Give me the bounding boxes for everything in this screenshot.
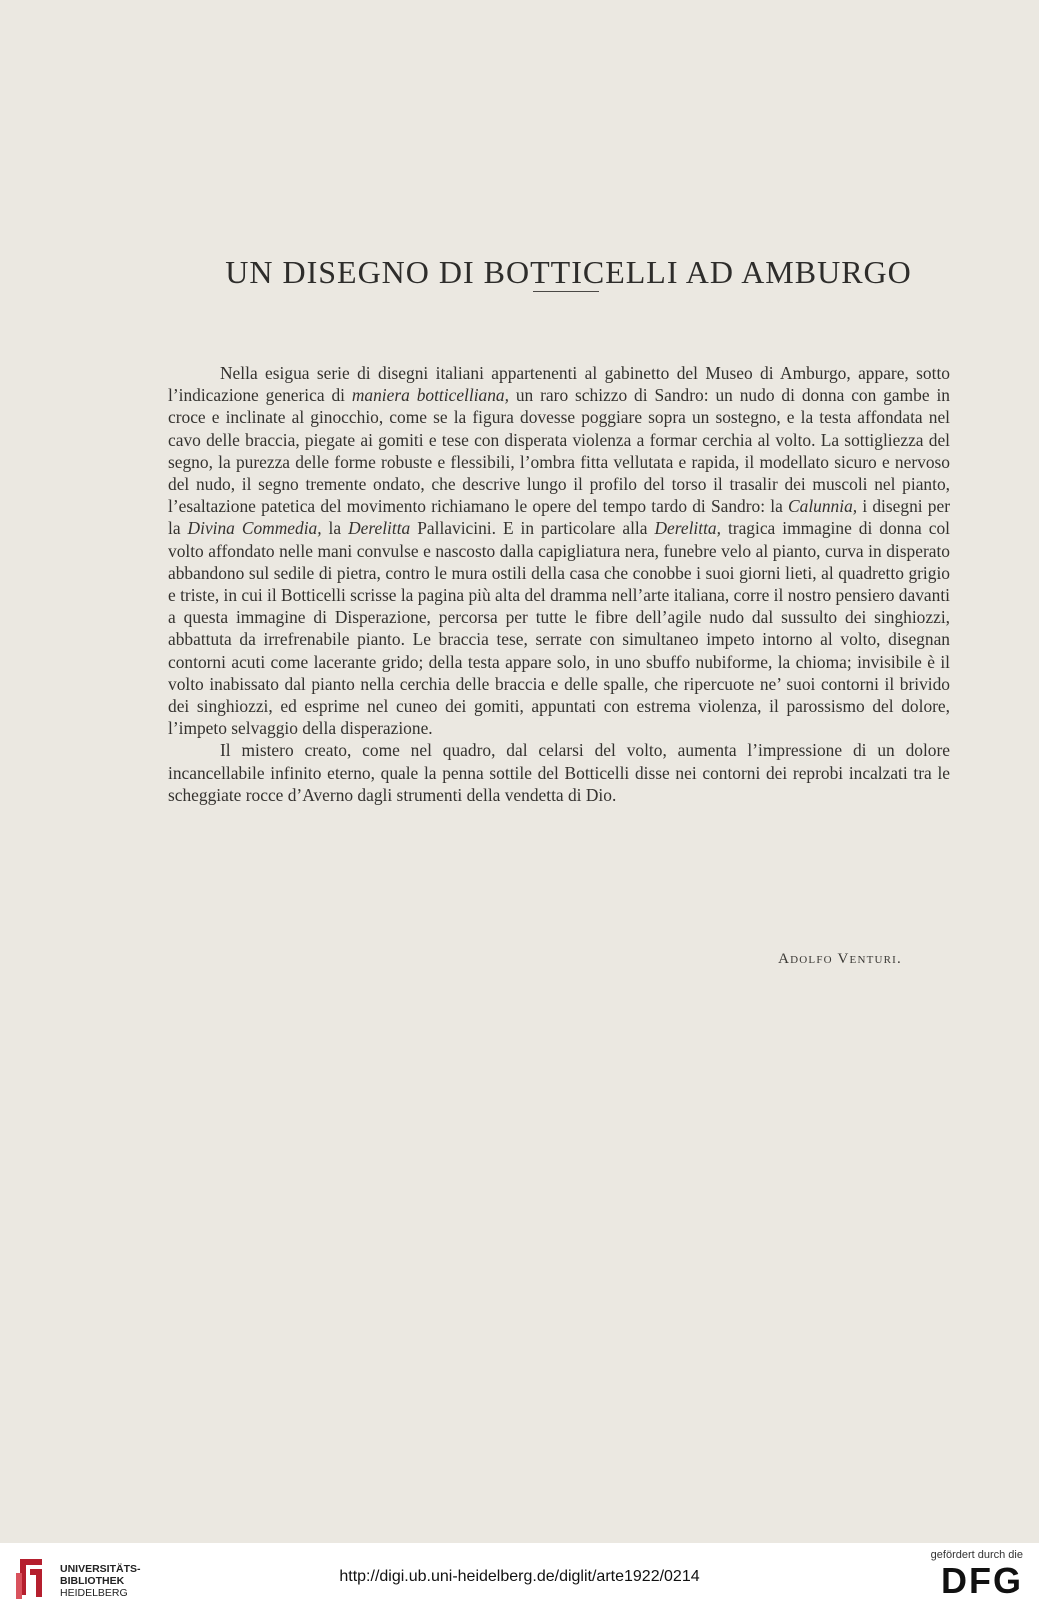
text-run: la	[321, 518, 349, 539]
italic-run: Derelitta,	[654, 518, 721, 539]
funding-block	[913, 1549, 1023, 1601]
library-line-1: UNIVERSITÄTS-	[60, 1563, 141, 1575]
text-run: tragica immagine di donna col volto affondato nelle mani convulse e nascosto dalla capigliatura nera, funebre velo al pianto, curva in disperato abbandono sul sedile di pietra, contro le mura ostili della casa che conobbe i suoi giorni lieti, al quadretto grigio e triste, in cui il Botticelli scrisse la pagina più alta del dramma nell’arte italiana, corre il nostro pensiero davanti a questa immagine di Disperazione, percorsa per tutte le fibre dell’agile nudo dal sussulto dei singhiozzi, abbattuta da irrefrenabile pianto. Le braccia tese, serrate con simultaneo impeto intorno al volto, disegnan contorni acuti come lacerante grido; della testa appare solo, in uno sbuffo nubiforme, la chioma; invisibile è il volto inabissato dal pianto nella cerchia delle braccia e delle spalle, che ripercuote ne’ suoi contorni il brivido dei singhiozzi, ed esprime nel cuneo dei gomiti, appuntati con estrema violenza, il parossismo del dolore, l’impeto selvaggio della disperazione.	[168, 518, 951, 739]
library-line-2: BIBLIOTHEK	[60, 1575, 125, 1587]
permalink-url[interactable]: http://digi.ub.uni-heidelberg.de/diglit/arte1922/0214	[339, 1568, 700, 1585]
paragraph-2: Il mistero creato, come nel quadro, dal celarsi del volto, aumenta l’impressione di un dolore incancellabile infinito eterno, quale la penna sottile del Botticelli disse nei contorni dei reprobi incalzati tra le scheggiate rocce d’Averno dagli strumenti della vendetta di Dio.	[168, 740, 950, 805]
text-run: i disegni per la	[168, 496, 950, 539]
library-line-3: HEIDELBERG	[60, 1587, 128, 1599]
title-divider	[533, 291, 599, 292]
italic-run: Divina Commedia,	[187, 518, 322, 539]
italic-run: maniera botticelliana,	[351, 385, 509, 406]
footer-bar	[0, 1543, 1039, 1617]
article-body	[168, 362, 950, 806]
italic-run: Calunnia,	[788, 496, 858, 517]
text-run: Nella esigua serie di disegni italiani appartenenti al gabinetto del Museo di Amburgo, appare, sotto l’indicazione generica di	[168, 363, 950, 406]
italic-run: Derelitta	[348, 518, 411, 539]
article-title: UN DISEGNO DI BOTTICELLI AD AMBURGO	[225, 254, 912, 291]
dfg-logo[interactable]: DFG	[941, 1560, 1023, 1601]
funding-caption: gefördert durch die	[930, 1549, 1023, 1561]
text-run: Pallavicini. E in particolare alla	[410, 518, 655, 539]
paragraph-1	[168, 362, 950, 739]
text-run: un raro schizzo di Sandro: un nudo di donna con gambe in croce e inclinate al ginocchio, come se la figura dovesse poggiare sopra un sostegno, e la testa affondata nel cavo delle braccia, piegate ai gomiti e tese con disperata violenza a formar cerchia al volto. La sottigliezza del segno, la purezza delle forme robuste e flessibili, l’ombra fitta vellutata e rapida, il modellato sicuro e nervoso del nudo, il segno tremente ondato, che descrive lungo il profilo del torso il trasalir dei muscoli nel pianto, l’esaltazione patetica del movimento richiamano le opere del tempo tardo di Sandro: la	[168, 385, 950, 517]
author-signature: Adolfo Venturi.	[778, 951, 902, 967]
